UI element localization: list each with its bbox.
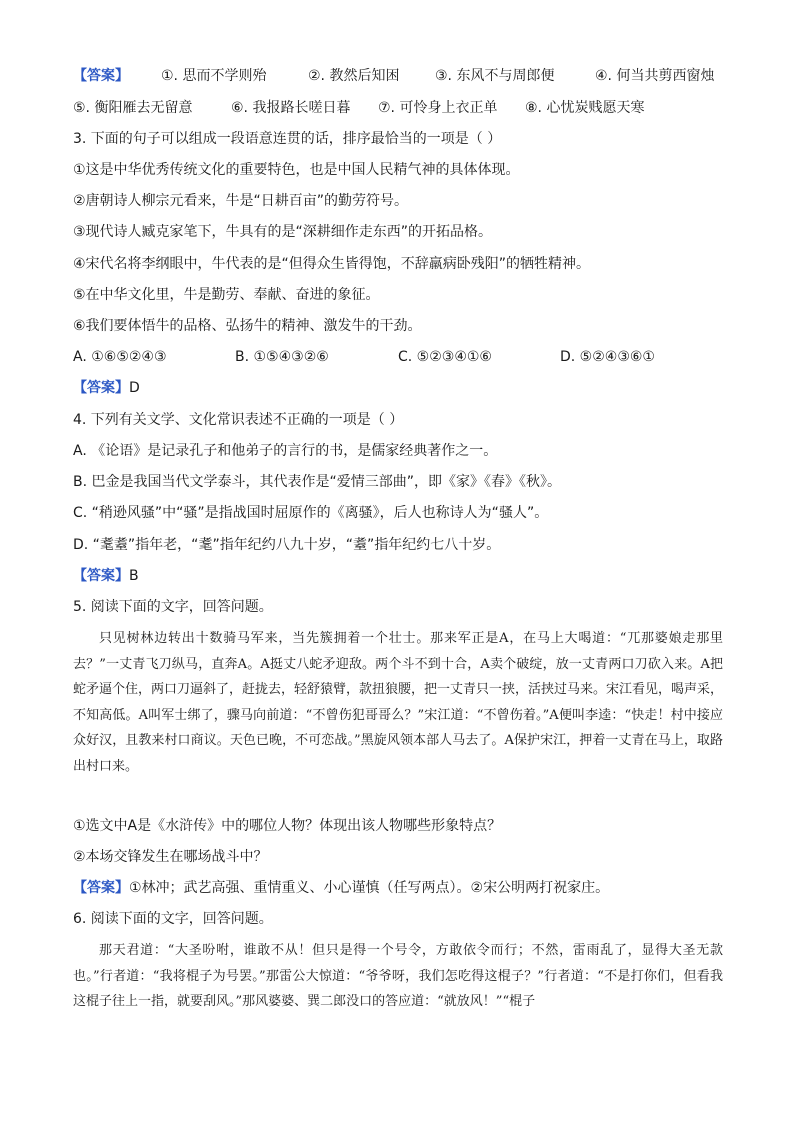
q5-passage: 只见树林边转出十数骑马军来，当先簇拥着一个壮士。那来军正是A，在马上大喝道：“兀那婆娘走那里去？”一丈青飞刀纵马，直奔A。A挺丈八蛇矛迎敌。两个斗不到十合，A卖个破绽，放一丈青两口刀砍入来。A把蛇矛逼个住，两口刀逼斜了，赶拢去，轻舒猿臂，款扭狼腰，把一丈青只一挟，活挟过马来。宋江看见，喝声采，不知高低。A叫军士绑了，骤马向前道：“不曾伤犯哥哥么？”宋江道：“不曾伤着。”A便叫李逵：“快走！村中接应众好汉，且教来村口商议。天色已晚，不可恋战。”黑旋风领本部人马去了。A保护宋江，押着一丈青在马上，取路出村口来。 bbox=[73, 631, 724, 774]
q4-answer bbox=[73, 566, 139, 586]
q4-option-b: B. 巴金是我国当代文学泰斗，其代表作是“爱情三部曲”，即《家》《春》《秋》。 bbox=[73, 474, 562, 490]
q3-option-d: D. ⑤②④③⑥① bbox=[560, 349, 655, 365]
q2-answer-8: ⑧. 心忧炭贱愿天寒 bbox=[525, 100, 645, 116]
q2-answer-row-2 bbox=[73, 98, 733, 120]
q2-answer-6: ⑥. 我报路长嗟日暮 bbox=[231, 100, 351, 116]
q3-answer bbox=[73, 378, 140, 398]
q2-answer-5: ⑤. 衡阳雁去无留意 bbox=[73, 100, 193, 116]
answer-label: 【答案】 bbox=[73, 68, 129, 84]
q3-option-b: B. ①⑤④③②⑥ bbox=[235, 349, 329, 365]
answer-label: 【答案】 bbox=[73, 880, 129, 896]
q3-sentence-6: ⑥我们要体悟牛的品格、弘扬牛的精神、激发牛的干劲。 bbox=[73, 318, 422, 334]
q2-answer-1: ①. 思而不学则殆 bbox=[161, 68, 267, 84]
q4-option-a: A. 《论语》是记录孔子和他弟子的言行的书，是儒家经典著作之一。 bbox=[73, 443, 498, 459]
q3-sentence-3: ③现代诗人臧克家笔下，牛具有的是“深耕细作走东西”的开拓品格。 bbox=[73, 224, 493, 240]
q3-sentence-2: ②唐朝诗人柳宗元看来，牛是“日耕百亩”的勤劳符号。 bbox=[73, 193, 409, 209]
q3-option-a: A. ①⑥⑤②④③ bbox=[73, 349, 167, 365]
q2-answer-row-1 bbox=[73, 66, 733, 88]
q4-answer-value: B bbox=[129, 568, 139, 584]
answer-label: 【答案】 bbox=[73, 380, 129, 396]
q2-answer-2: ②. 教然后知困 bbox=[308, 68, 400, 84]
q3-sentence-1: ①这是中华优秀传统文化的重要特色，也是中国人民精气神的具体体现。 bbox=[73, 162, 520, 178]
q4-option-c: C. “稍逊风骚”中“骚”是指战国时屈原作的《离骚》，后人也称诗人为“骚人”。 bbox=[73, 505, 549, 521]
q6-stem: 6. 阅读下面的文字，回答问题。 bbox=[73, 911, 273, 927]
q3-options bbox=[73, 347, 733, 369]
q5-question-2: ②本场交锋发生在哪场战斗中？ bbox=[73, 849, 268, 865]
q4-option-d: D. “耄耋”指年老，“耄”指年纪约八九十岁，“耋”指年纪约七八十岁。 bbox=[73, 537, 501, 553]
q3-sentence-5: ⑤在中华文化里，牛是勤劳、奉献、奋进的象征。 bbox=[73, 287, 380, 303]
q6-passage: 那天君道：“大圣吩咐，谁敢不从！但只是得一个号令，方敢依令而行；不然，雷雨乱了，显得大圣无款也。”行者道：“我将棍子为号罢。”那雷公大惊道：“爷爷呀，我们怎吃得这棍子？”行者道：“不是打你们，但看我这棍子往上一指，就要刮风。”那风婆婆、巽二郎没口的答应道：“就放风！”“棍子 bbox=[73, 943, 723, 1010]
q3-stem: 3. 下面的句子可以组成一段语意连贯的话，排序最恰当的一项是（ ） bbox=[73, 131, 502, 147]
q3-option-c: C. ⑤②③④①⑥ bbox=[398, 349, 492, 365]
q5-stem: 5. 阅读下面的文字，回答问题。 bbox=[73, 599, 273, 615]
q5-question-1: ①选文中A是《水浒传》中的哪位人物？体现出该人物哪些形象特点？ bbox=[73, 818, 502, 834]
q3-sentence-4: ④宋代名将李纲眼中，牛代表的是“但得众生皆得饱，不辞羸病卧残阳”的牺牲精神。 bbox=[73, 256, 591, 272]
q2-answer-4: ④. 何当共剪西窗烛 bbox=[595, 68, 715, 84]
q4-stem: 4. 下列有关文学、文化常识表述不正确的一项是（ ） bbox=[73, 412, 404, 428]
q2-answer-3: ③. 东风不与周郎便 bbox=[435, 68, 555, 84]
answer-label: 【答案】 bbox=[73, 568, 129, 584]
q5-answer-value: ①林冲；武艺高强、重情重义、小心谨慎（任写两点）。②宋公明两打祝家庄。 bbox=[129, 880, 610, 896]
q2-answer-7: ⑦. 可怜身上衣正单 bbox=[378, 100, 498, 116]
q5-answer bbox=[73, 878, 609, 898]
q3-answer-value: D bbox=[129, 380, 140, 396]
